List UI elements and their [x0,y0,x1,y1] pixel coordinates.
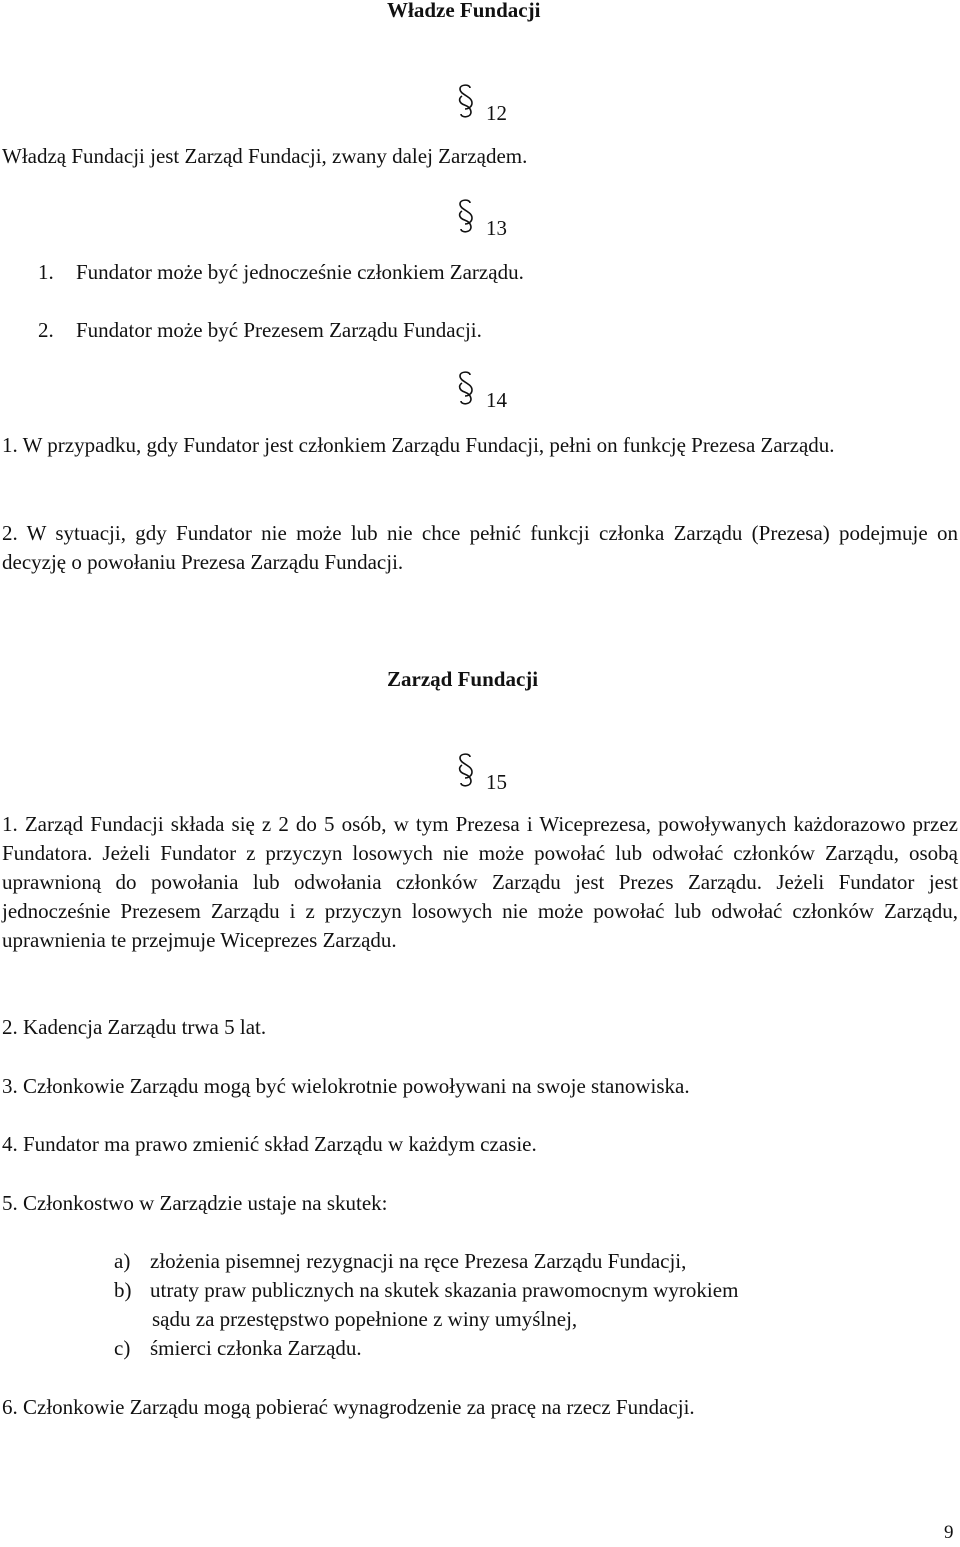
sub-list-item [114,1276,738,1305]
list-marker: 1. [38,260,54,284]
list-item [38,316,482,345]
sub-list-marker: c) [114,1336,131,1360]
section-sign-icon [456,201,486,235]
section-sign-icon [456,373,486,407]
paragraph-14-item-2: 2. W sytuacji, gdy Fundator nie może lub nie chce pełnić funkcji członka Zarządu (Prezesa) podejmuje on decyzję o powołaniu Prezesa Zarządu Fundacji. [2,521,958,574]
section-sign-icon [456,755,486,789]
list-item-text: Fundator może być jednocześnie członkiem Zarządu. [76,260,524,284]
list-item-text: Fundator może być Prezesem Zarządu Fundacji. [76,318,482,342]
list-item [38,258,524,287]
paragraph-15-item-1: 1. Zarząd Fundacji składa się z 2 do 5 osób, w tym Prezesa i Wiceprezesa, powoływanych każdorazowo przez Fundatora. Jeżeli Fundator z przyczyn losowych nie może powołać lub odwołać członków Zarządu, osobą uprawnioną do powołania lub odwołania członków Zarządu jest Prezes Zarządu. Jeżeli Fundator jest jednocześnie Prezesem Zarządu i z przyczyn losowych nie może powołać lub odwołać członków Zarządu, uprawnienia te przejmuje Wiceprezes Zarządu. [2,812,958,952]
paragraph-12-text: Władzą Fundacji jest Zarząd Fundacji, zwany dalej Zarządem. [2,144,528,168]
paragraph-heading-13 [456,201,507,243]
paragraph-number: 13 [486,216,507,240]
list-marker: 2. [38,318,54,342]
sub-list-item-text: śmierci członka Zarządu. [150,1336,362,1360]
sub-list-item-text: utraty praw publicznych na skutek skazania prawomocnym wyrokiem [150,1278,739,1302]
paragraph-heading-14 [456,373,507,415]
section-title-board: Zarząd Fundacji [387,667,539,691]
paragraph-heading-12 [456,86,507,128]
paragraph-number: 15 [486,770,507,794]
paragraph-number: 12 [486,101,507,125]
sub-list-item-continuation: sądu za przestępstwo popełnione z winy umyślnej, [152,1307,578,1331]
page-number: 9 [944,1522,954,1543]
paragraph-number: 14 [486,388,507,412]
sub-list-item-text: złożenia pisemnej rezygnacji na ręce Prezesa Zarządu Fundacji, [150,1249,687,1273]
paragraph-15-item-4: 4. Fundator ma prawo zmienić skład Zarządu w każdym czasie. [2,1132,537,1156]
sub-list-marker: a) [114,1249,131,1273]
sub-list-item [114,1334,362,1363]
sub-list-item [114,1247,686,1276]
sub-list-marker: b) [114,1278,132,1302]
paragraph-14-item-1: 1. W przypadku, gdy Fundator jest członkiem Zarządu Fundacji, pełni on funkcję Prezesa Zarządu. [2,433,835,457]
paragraph-15-item-3: 3. Członkowie Zarządu mogą być wielokrotnie powoływani na swoje stanowiska. [2,1074,690,1098]
section-sign-icon [456,86,486,120]
paragraph-15-item-5: 5. Członkostwo w Zarządzie ustaje na skutek: [2,1191,388,1215]
paragraph-heading-15 [456,755,507,797]
paragraph-15-item-6: 6. Członkowie Zarządu mogą pobierać wynagrodzenie za pracę na rzecz Fundacji. [2,1395,695,1419]
paragraph-15-item-2: 2. Kadencja Zarządu trwa 5 lat. [2,1015,267,1039]
section-title-authorities: Władze Fundacji [387,0,541,22]
